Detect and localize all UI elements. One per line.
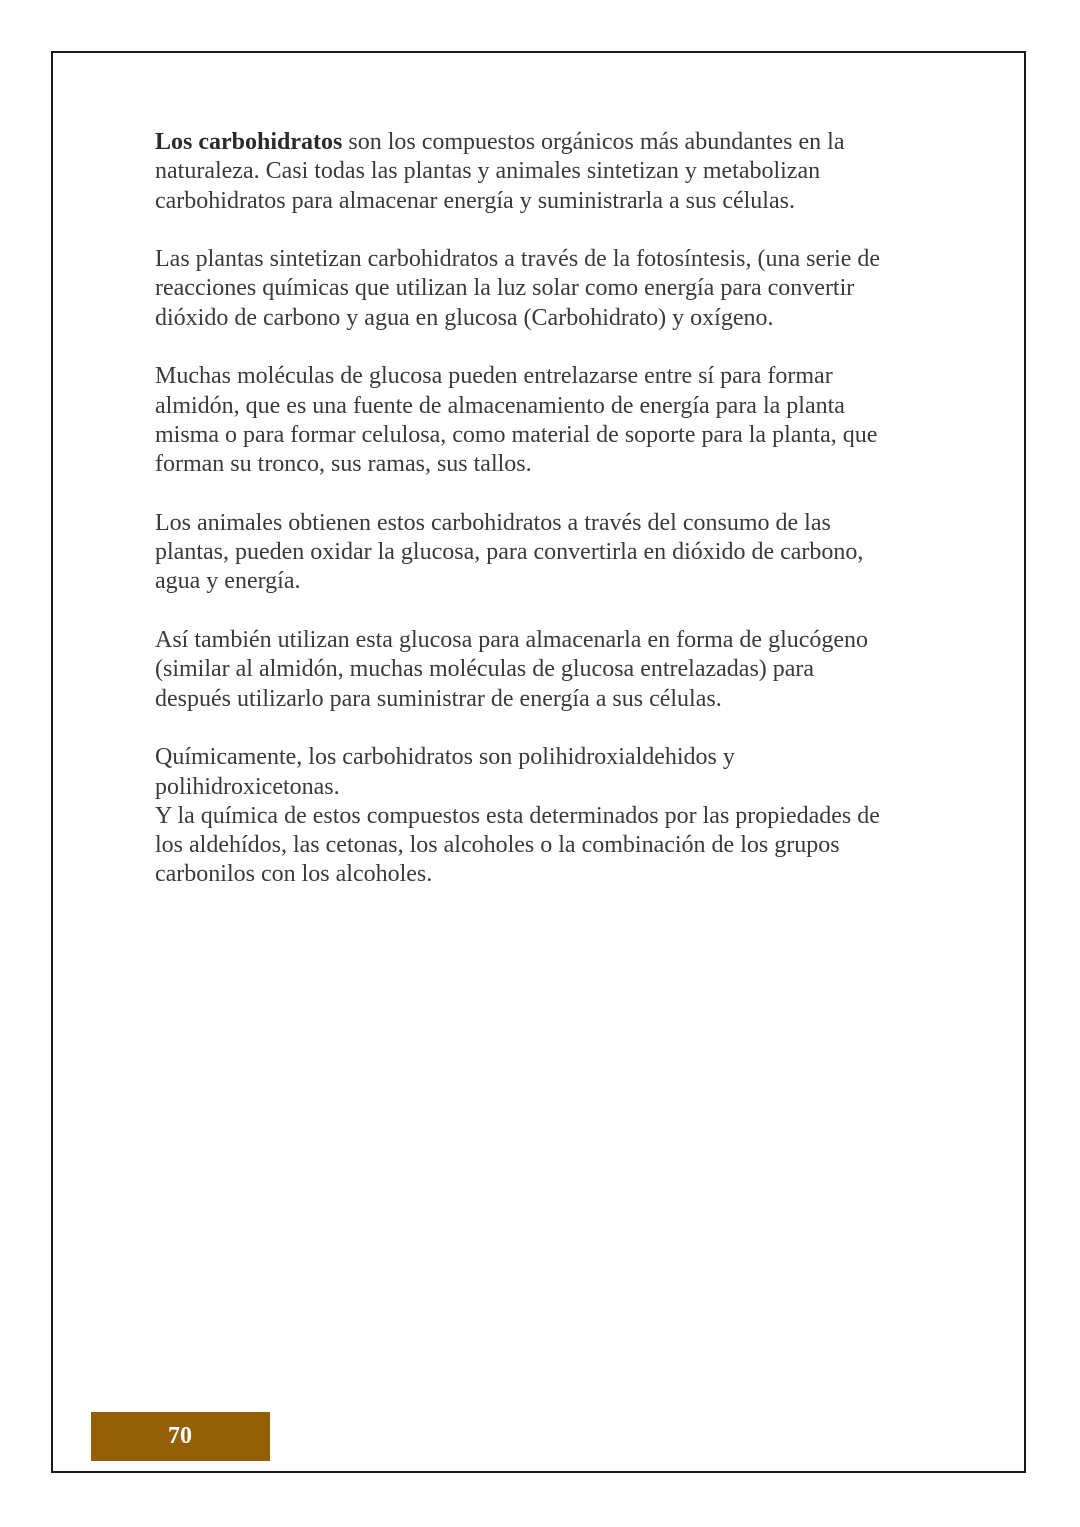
paragraph-animals [155,509,945,597]
paragraph-chemistry [155,743,945,802]
bold-term: Los carbohidratos [155,129,343,155]
text-line: carbohidratos para almacenar energía y suministrarla a sus células. [155,187,795,214]
text-line: polihidroxicetonas. [155,773,340,800]
text-line: dióxido de carbono y agua en glucosa (Carbohidrato) y oxígeno. [155,304,774,331]
text-line: Químicamente, los carbohidratos son polihidroxialdehidos y [155,744,735,771]
paragraph-photosynthesis [155,245,945,333]
text-line: Las plantas sintetizan carbohidratos a través de la fotosíntesis, (una serie de [155,246,881,273]
text-line: plantas, pueden oxidar la glucosa, para convertirla en dióxido de carbono, [155,539,864,566]
text-line: reacciones químicas que utilizan la luz solar como energía para convertir [155,275,855,302]
text-line: Los animales obtienen estos carbohidratos a través del consumo de las [155,509,831,536]
text-line: naturaleza. Casi todas las plantas y animales sintetizan y metabolizan [155,158,821,185]
text-line: almidón, que es una fuente de almacenamiento de energía para la planta [155,392,845,419]
page-number-badge [91,1412,270,1461]
text-line: los aldehídos, las cetonas, los alcoholes o la combinación de los grupos [155,832,840,859]
paragraph-starch-cellulose [155,362,945,479]
text-line: después utilizarlo para suministrar de energía a sus células. [155,685,722,712]
paragraph-carbohydrates-intro [155,128,945,216]
text-line: carbonilos con los alcoholes. [155,861,433,888]
text-line: Así también utilizan esta glucosa para almacenarla en forma de glucógeno [155,627,869,654]
page-number: 70 [168,1423,192,1449]
paragraph-glycogen [155,626,945,714]
text-line: (similar al almidón, muchas moléculas de glucosa entrelazadas) para [155,656,815,683]
text-line: agua y energía. [155,568,301,595]
paragraph-functional-groups [155,802,945,890]
text-line: forman su tronco, sus ramas, sus tallos. [155,451,532,478]
text-line: Muchas moléculas de glucosa pueden entrelazarse entre sí para formar [155,363,833,390]
document-body [155,128,945,919]
text-line: son los compuestos orgánicos más abundantes en la [342,129,845,155]
text-line: misma o para formar celulosa, como material de soporte para la planta, que [155,421,878,448]
text-line: Y la química de estos compuestos esta determinados por las propiedades de [155,802,880,829]
